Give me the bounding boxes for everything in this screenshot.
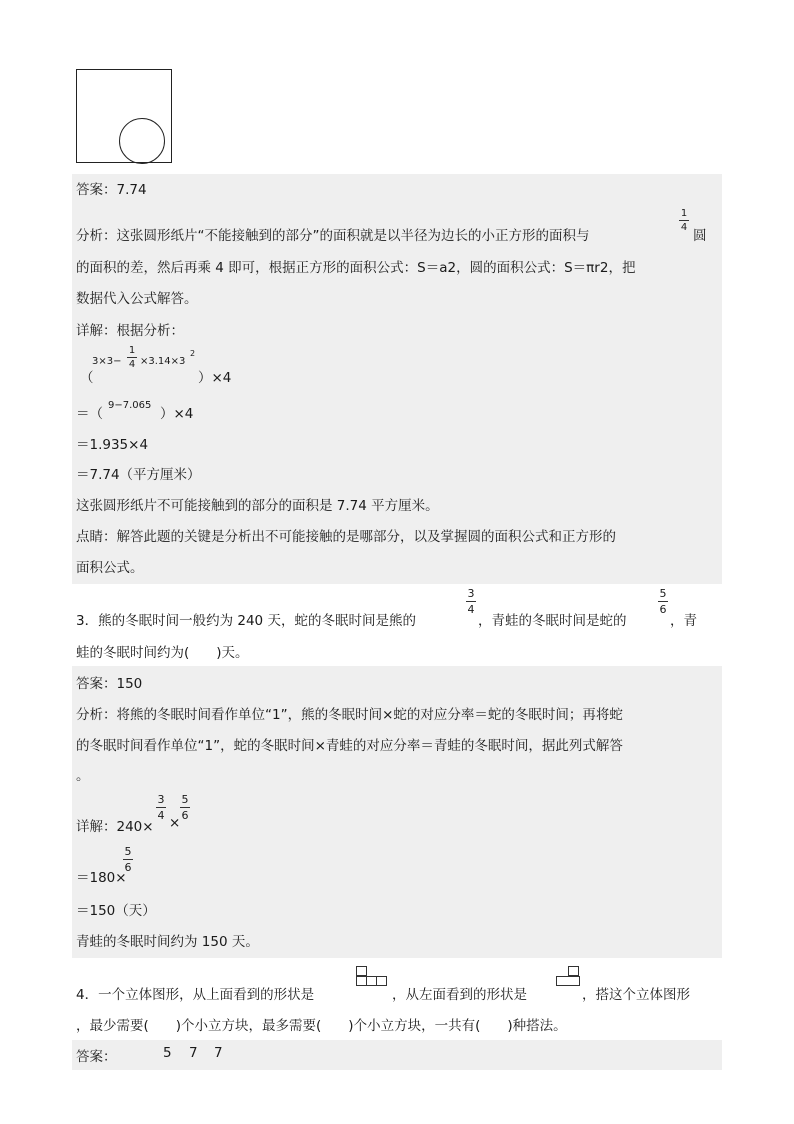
q4-question-line1-mid: ，从左面看到的形状是 — [392, 987, 527, 1003]
q3-question-line1-end: ，青 — [670, 613, 697, 629]
q2-tip-line2: 面积公式。 — [76, 560, 144, 576]
q2-tip-line1: 点睛：解答此题的关键是分析出不可能接触的是哪部分，以及掌握圆的面积公式和正方形的 — [76, 529, 616, 545]
q3-question-line2: 蛙的冬眠时间约为( )天。 — [76, 645, 249, 661]
q2-step2: ＝1.935×4 — [76, 437, 149, 453]
q2-formula-open: （ — [80, 370, 94, 386]
q3-step2: ＝150（天） — [76, 903, 156, 919]
fraction-numerator: 5 — [181, 793, 189, 806]
q3-question-line1-mid: ，青蛙的冬眠时间是蛇的 — [478, 613, 627, 629]
q2-step1-close: ）×4 — [160, 406, 194, 422]
left-view-shape-icon — [556, 966, 580, 990]
q2-detail-heading: 详解：根据分析： — [76, 323, 184, 339]
q2-formula-fraction — [127, 345, 137, 370]
circle-shape — [119, 118, 165, 164]
q2-step1-inner: 9−7.065 — [108, 400, 152, 411]
fraction-denominator: 4 — [467, 603, 475, 616]
fraction-denominator: 6 — [659, 603, 667, 616]
q4-answer-2: 7 — [189, 1045, 198, 1061]
q3-analysis-line2: 的冬眠时间看作单位“1”，蛇的冬眠时间×青蛙的对应分率＝青蛙的冬眠时间，据此列式解答 — [76, 738, 623, 754]
q3-fraction-three-quarters — [466, 587, 476, 616]
q3-step1: ＝180× — [76, 870, 127, 886]
q2-conclusion: 这张圆形纸片不可能接触到的部分的面积是 7.74 平方厘米。 — [76, 498, 439, 514]
fraction-numerator: 5 — [659, 587, 667, 600]
q2-analysis-fraction — [679, 208, 689, 233]
q4-question-line2: ，最少需要( )个小立方块，最多需要( )个小立方块，一共有( )种搭法。 — [76, 1018, 567, 1034]
q2-formula-superscript: 2 — [190, 349, 196, 358]
q3-detail-fraction1 — [156, 793, 166, 822]
q3-detail: 详解：240× — [76, 819, 154, 835]
q2-analysis-line1-end: 圆 — [693, 228, 707, 244]
q2-formula-rest: ×3.14×3 — [140, 356, 186, 367]
q2-step1-open: ＝（ — [76, 406, 103, 422]
fraction-numerator: 3 — [467, 587, 475, 600]
q3-answer: 答案：150 — [76, 676, 143, 692]
q3-conclusion: 青蛙的冬眠时间约为 150 天。 — [76, 934, 259, 950]
q3-question-line1: 3．熊的冬眠时间一般约为 240 天，蛇的冬眠时间是熊的 — [76, 613, 416, 629]
q4-answer-label: 答案： — [76, 1049, 117, 1065]
q3-step1-fraction — [123, 845, 133, 874]
fraction-numerator: 1 — [680, 208, 688, 219]
q2-formula-expression: 3×3− — [92, 356, 122, 367]
q2-analysis-line2: 的面积的差，然后再乘 4 即可，根据正方形的面积公式：S＝a2，圆的面积公式：S＝πr2，把 — [76, 260, 636, 276]
top-view-shape-icon — [356, 966, 388, 990]
q2-formula-close: ）×4 — [198, 370, 232, 386]
fraction-denominator: 6 — [124, 861, 132, 874]
q4-answer-3: 7 — [214, 1045, 223, 1061]
q3-fraction-five-sixths — [658, 587, 668, 616]
q2-answer: 答案：7.74 — [76, 182, 147, 198]
q2-step3: ＝7.74（平方厘米） — [76, 467, 201, 483]
fraction-numerator: 5 — [124, 845, 132, 858]
q3-detail-times: × — [169, 815, 181, 831]
square-with-circle-figure — [76, 69, 172, 163]
q3-detail-fraction2 — [180, 793, 190, 822]
fraction-numerator: 1 — [128, 345, 136, 356]
q4-answer-1: 5 — [163, 1045, 172, 1061]
fraction-denominator: 4 — [157, 809, 165, 822]
q4-question-line1: 4．一个立体图形，从上面看到的形状是 — [76, 987, 315, 1003]
q3-analysis-line3: 。 — [76, 768, 90, 784]
q4-question-line1-end: ，搭这个立体图形 — [582, 987, 690, 1003]
fraction-numerator: 3 — [157, 793, 165, 806]
q2-analysis-line1: 分析：这张圆形纸片“不能接触到的部分”的面积就是以半径为边长的小正方形的面积与 — [76, 228, 590, 244]
fraction-denominator: 6 — [181, 809, 189, 822]
fraction-denominator: 4 — [680, 222, 688, 233]
fraction-denominator: 4 — [128, 359, 136, 370]
q2-analysis-line3: 数据代入公式解答。 — [76, 291, 198, 307]
q3-analysis-line1: 分析：将熊的冬眠时间看作单位“1”，熊的冬眠时间×蛇的对应分率＝蛇的冬眠时间；再将蛇 — [76, 707, 623, 723]
